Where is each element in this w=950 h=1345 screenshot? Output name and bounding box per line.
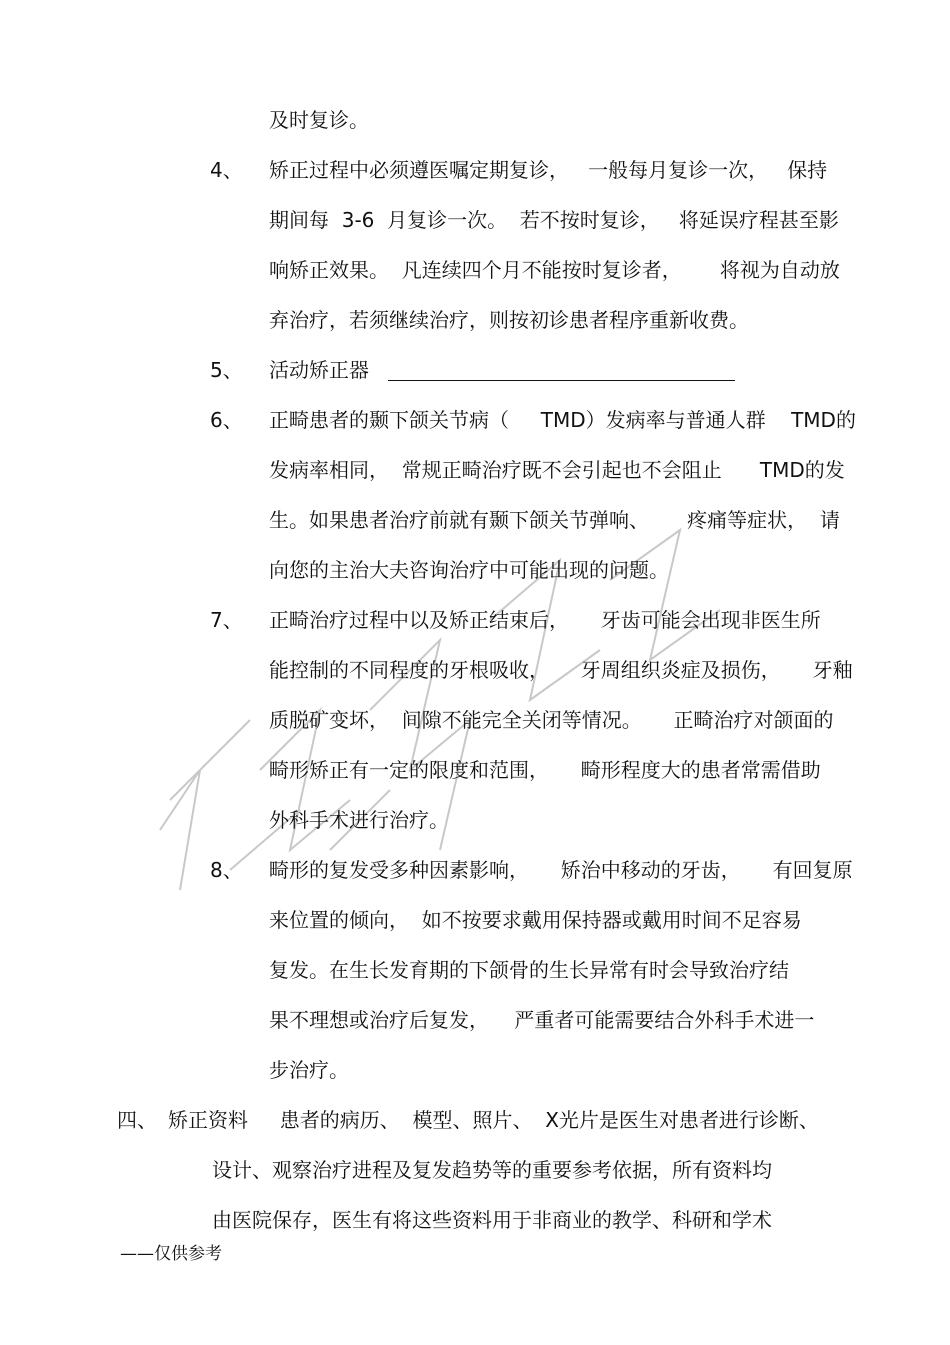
text-line: 正畸患者的颞下颌关节病（ TMD）发病率与普通人群 TMD的: [269, 408, 856, 432]
text-line: 质脱矿变坏， 间隙不能完全关闭等情况。 正畸治疗对颌面的: [269, 708, 834, 732]
text-line: 果不理想或治疗后复发， 严重者可能需要结合外科手术进一: [269, 1008, 815, 1032]
watermark-decoration: [140, 470, 760, 910]
text-line: 由医院保存，医生有将这些资料用于非商业的教学、科研和学术: [212, 1208, 772, 1232]
text-line: 发病率相同， 常规正畸治疗既不会引起也不会阻止 TMD的发: [269, 458, 845, 482]
text-line: 及时复诊。: [269, 108, 369, 132]
section-heading-line: 矫正资料 患者的病历、 模型、照片、 X光片是医生对患者进行诊断、: [168, 1108, 819, 1132]
section-number-4: 四、: [117, 1108, 157, 1132]
text-line: 期间每 3-6 月复诊一次。 若不按时复诊， 将延误疗程甚至影: [269, 208, 839, 232]
text-line: 步治疗。: [269, 1058, 349, 1082]
fill-in-blank-line: [388, 380, 735, 381]
text-line: 外科手术进行治疗。: [269, 808, 449, 832]
item-number-7: 7、: [210, 608, 243, 632]
item-number-6: 6、: [210, 408, 243, 432]
text-line: 正畸治疗过程中以及矫正结束后， 牙齿可能会出现非医生所: [269, 608, 821, 632]
text-line: 复发。在生长发育期的下颌骨的生长异常有时会导致治疗结: [269, 958, 789, 982]
text-line: 活动矫正器: [269, 358, 369, 382]
text-line: 畸形矫正有一定的限度和范围， 畸形程度大的患者常需借助: [269, 758, 821, 782]
text-line: 畸形的复发受多种因素影响， 矫治中移动的牙齿， 有回复原: [269, 858, 853, 882]
text-line: 来位置的倾向， 如不按要求戴用保持器或戴用时间不足容易: [269, 908, 802, 932]
text-line: 设计、观察治疗进程及复发趋势等的重要参考依据，所有资料均: [212, 1158, 772, 1182]
footer-note: ——仅供参考: [120, 1244, 222, 1264]
text-line: 向您的主治大夫咨询治疗中可能出现的问题。: [269, 558, 669, 582]
item-number-8: 8、: [210, 858, 243, 882]
text-line: 矫正过程中必须遵医嘱定期复诊， 一般每月复诊一次， 保持: [269, 158, 828, 182]
text-line: 弃治疗，若须继续治疗，则按初诊患者程序重新收费。: [269, 308, 749, 332]
item-number-4: 4、: [210, 158, 243, 182]
text-line: 生。如果患者治疗前就有颞下颌关节弹响、 疼痛等症状， 请: [269, 508, 840, 532]
text-line: 响矫正效果。 凡连续四个月不能按时复诊者， 将视为自动放: [269, 258, 840, 282]
text-line: 能控制的不同程度的牙根吸收， 牙周组织炎症及损伤， 牙釉: [269, 658, 853, 682]
item-number-5: 5、: [210, 358, 243, 382]
